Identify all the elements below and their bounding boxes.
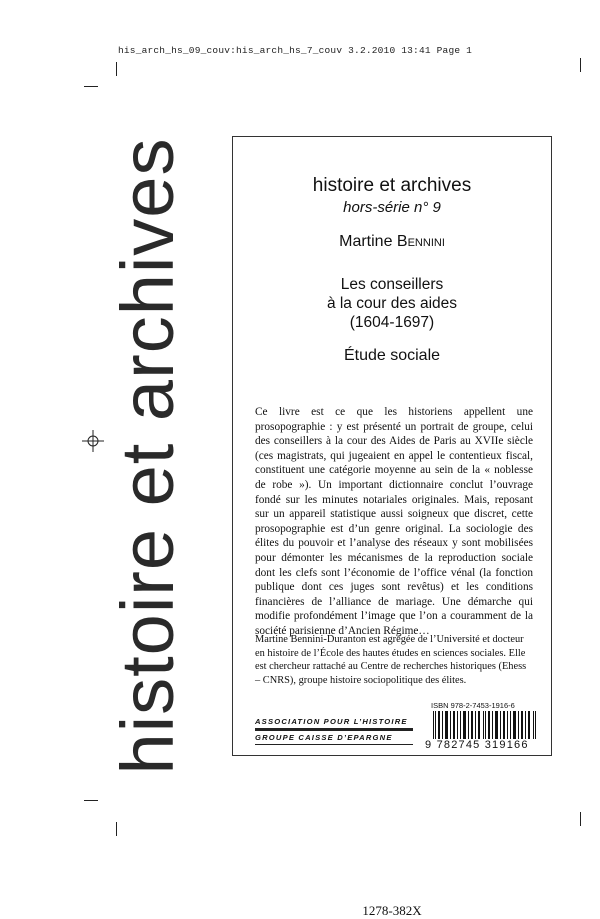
logo-line-1: ASSOCIATION POUR L’HISTOIRE [255, 717, 408, 726]
author-name [233, 233, 551, 251]
print-slug: his_arch_hs_09_couv:his_arch_hs_7_couv 3.2.2010 13:41 Page 1 [118, 45, 473, 56]
book-title-line: (1604-1697) [349, 314, 435, 331]
crop-mark-top-right [580, 58, 581, 72]
summary-text: Ce livre est ce que les historiens appellent une prosopographie : y est présenté un portrait de groupe, celui des conseillers à la cour des Aides de Paris au XVIIe siècle (ces magistrats, qui jugeaient en appel le contentieux fiscal, constituent une catégorie moyenne au sein de la « noblesse de robe »). Un important dictionnaire conclut l’ouvrage fondé sur les minutes notariales originales. Mais, reposant sur un appareil statistique aussi soigneux que discret, cette prosopographie est d’un genre original. La sociologie des élites du pouvoir et l’analyse des réseaux y sont mobilisées pour démonter les mécanismes de la reproduction sociale dont les clefs sont l’économie de l’office vénal (la fonction publique dont ces juges sont revêtus) et les conditions financières de l’alliance de mariage. Une démarche qui modifie profondément l’image que l’on a couramment de la société parisienne d’Ancien Régime… [255, 406, 533, 637]
series-subtitle: hors-série n° 9 [343, 199, 441, 216]
crop-mark-bottom-right [580, 812, 581, 826]
spine-title: histoire et archives [106, 137, 189, 775]
cover-panel [232, 136, 552, 918]
logo-bar [255, 728, 413, 731]
book-subtitle: Étude sociale [343, 347, 441, 364]
crop-mark-bottom-left [84, 800, 98, 801]
crop-mark-bottom-left-v [116, 822, 117, 836]
author-first-name: Martine [339, 233, 393, 250]
crop-mark-top-left [84, 86, 98, 87]
registration-mark-icon [82, 430, 104, 452]
logo-rule [255, 744, 413, 745]
book-title-line: à la cour des aides [326, 295, 458, 312]
book-title [233, 275, 551, 332]
author-last-name: Bennini [396, 233, 445, 250]
barcode-digits: 9 782745 319166 [425, 739, 545, 751]
series-title: histoire et archives [312, 175, 472, 196]
isbn-label: ISBN 978-2-7453-1916-6 [431, 701, 515, 710]
crop-mark-top-left-v [116, 62, 117, 76]
author-bio: Martine Bennini-Duranton est agrégée de l’Université et docteur en histoire de l’École des hautes études en sciences sociales. Elle est chercheur rattaché au Centre de recherches historiques (Ehess – CNRS), groupe histoire sociopolitique des élites. [255, 634, 527, 686]
sponsor-logo [245, 717, 415, 751]
logo-line-2: GROUPE CAISSE D’EPARGNE [255, 733, 393, 742]
book-title-line: Les conseillers [340, 276, 444, 293]
issn-number: 1278-382X [362, 903, 422, 918]
